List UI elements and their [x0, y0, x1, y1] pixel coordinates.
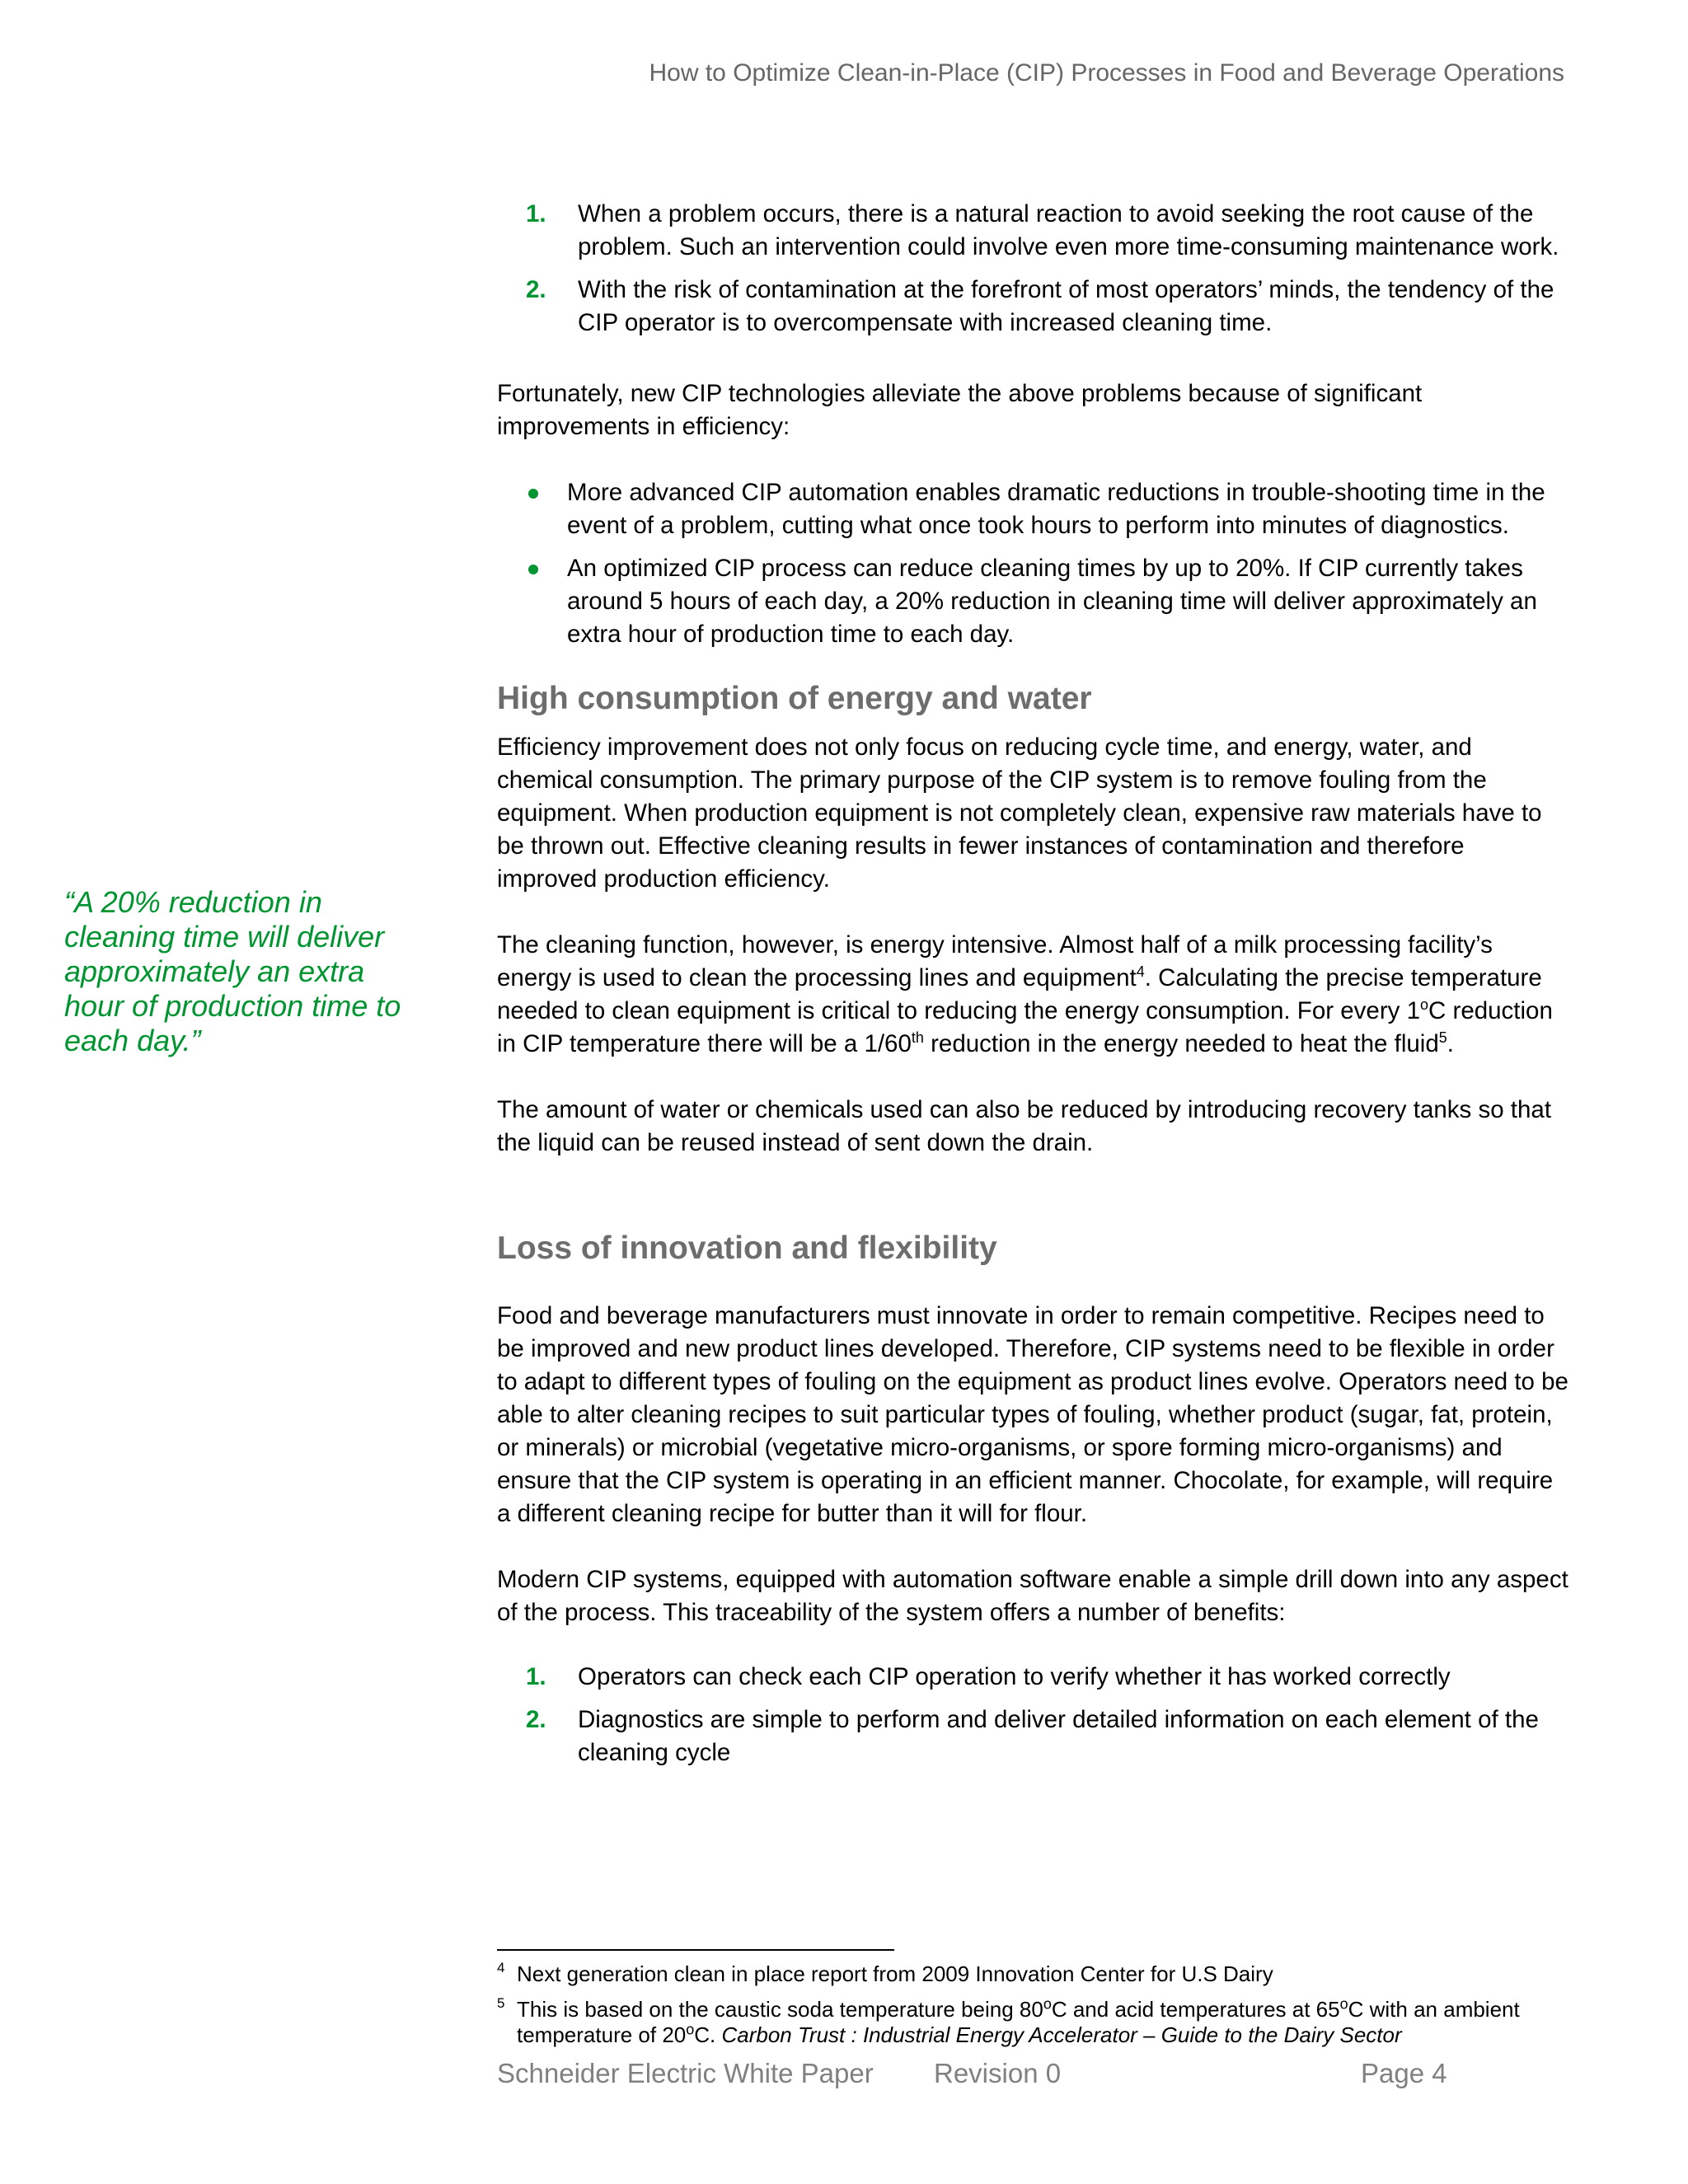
paragraph: The amount of water or chemicals used can also be reduced by introducing recovery tanks so that the liquid can be reused instead of sent down the drain.	[497, 1096, 1552, 1156]
pull-quote: “A 20% reduction in cleaning time will deliver approximately an extra hour of production time to each day.”	[64, 885, 401, 1057]
page-footer	[497, 2058, 1568, 2091]
list-item	[497, 198, 1568, 264]
paragraph: Food and beverage manufacturers must innovate in order to remain competitive. Recipes need to be improved and new product lines developed. Therefore, CIP systems need to be flexible in order to adapt to different types of fouling on the equipment as product lines evolve. Operators need to be able to alter cleaning recipes to suit particular types of fouling, whether product (sugar, fat, protein, or minerals) or microbial (vegetative micro-organisms, or spore forming micro-organisms) and ensure that the CIP system is operating in an efficient manner. Chocolate, for example, will require a different cleaning recipe for butter than it will for flour.	[497, 1302, 1568, 1527]
footnote-text: Next generation clean in place report from 2009 Innovation Center for U.S Dairy	[517, 1961, 1273, 1986]
ordinal-suffix: th	[911, 1029, 924, 1047]
paragraph: Efficiency improvement does not only focus on reducing cycle time, and energy, water, and chemical consumption. The primary purpose of the CIP system is to remove fouling from the equipment. When production equipment is not completely clean, expensive raw materials have to be thrown out. Effective cleaning results in fewer instances of contamination and therefore improved production efficiency.	[497, 733, 1542, 893]
bullet-text: An optimized CIP process can reduce cleaning times by up to 20%. If CIP currently takes around 5 hours of each day, a 20% reduction in cleaning time will deliver approximately an extra hour of production time to each day.	[567, 555, 1537, 648]
footnote-number: 5	[497, 1995, 505, 2011]
footnote-separator	[497, 1949, 894, 1951]
degree-sign: o	[1339, 1995, 1348, 2013]
section-heading-energy: High consumption of energy and water	[497, 681, 1092, 716]
problem-list	[497, 198, 1568, 340]
footnote-4	[497, 1961, 1568, 1987]
degree-sign: o	[686, 2021, 695, 2038]
list-item-text: Operators can check each CIP operation to verify whether it has worked correctly	[578, 1663, 1451, 1690]
footer-publication: Schneider Electric White Paper	[497, 2058, 874, 2088]
bullet-icon	[528, 489, 538, 499]
list-number: 1.	[526, 200, 546, 227]
degree-sign: o	[1420, 996, 1429, 1014]
footnote-source: Carbon Trust : Industrial Energy Accelerator – Guide to the Dairy Sector	[721, 2022, 1402, 2047]
text-run: C and acid temperatures at 65	[1051, 1997, 1340, 2022]
list-item	[497, 1661, 1568, 1694]
paragraph-fortunately: Fortunately, new CIP technologies alleviate the above problems because of significant improvements in efficiency:	[497, 380, 1423, 440]
degree-sign: o	[1043, 1995, 1052, 2013]
section-heading-innovation: Loss of innovation and flexibility	[497, 1230, 997, 1266]
list-item	[497, 1704, 1568, 1769]
text-run: The cleaning function, however, is energy intensive. Almost half of a milk processing facility’s energy is used to clean the processing lines and equipment	[497, 931, 1493, 991]
footnotes	[497, 1961, 1568, 2058]
text-run: C reduction in CIP temperature there will be a 1/60	[497, 997, 1553, 1057]
bullet-item	[497, 552, 1568, 651]
benefit-bullets	[497, 476, 1568, 651]
paragraph: Modern CIP systems, equipped with automation software enable a simple drill down into any aspect of the process. This traceability of the system offers a number of benefits:	[497, 1566, 1568, 1626]
list-number: 2.	[526, 276, 546, 303]
list-item	[497, 274, 1568, 340]
text-run: This is based on the caustic soda temperature being 80	[517, 1997, 1043, 2022]
footnote-number: 4	[497, 1960, 505, 1975]
list-item-text: Diagnostics are simple to perform and deliver detailed information on each element of the cleaning cycle	[578, 1706, 1539, 1766]
bullet-icon	[528, 565, 538, 574]
text-run: C with an ambient temperature of 20	[517, 1997, 1520, 2047]
footnote-ref: 4	[1136, 963, 1145, 981]
text-run: C.	[694, 2022, 722, 2047]
footnote-ref: 5	[1438, 1029, 1447, 1047]
benefit-list	[497, 1661, 1568, 1769]
text-run: .	[1447, 1030, 1454, 1057]
text-run: reduction in the energy needed to heat the fluid	[923, 1030, 1439, 1057]
paragraph-energy	[497, 929, 1568, 1061]
list-item-text: With the risk of contamination at the forefront of most operators’ minds, the tendency of the CIP operator is to overcompensate with increased cleaning time.	[578, 276, 1554, 336]
text-run: . Calculating the precise temperature needed to clean equipment is critical to reducing the energy consumption. For every 1	[497, 964, 1542, 1024]
bullet-text: More advanced CIP automation enables dramatic reductions in trouble-shooting time in the event of a problem, cutting what once took hours to perform into minutes of diagnostics.	[567, 479, 1545, 539]
list-number: 1.	[526, 1663, 546, 1690]
footnote-5	[497, 1997, 1568, 2048]
list-number: 2.	[526, 1706, 546, 1733]
list-item-text: When a problem occurs, there is a natural reaction to avoid seeking the root cause of the problem. Such an intervention could involve even more time-consuming maintenance work.	[578, 200, 1559, 260]
running-header: How to Optimize Clean-in-Place (CIP) Processes in Food and Beverage Operations	[649, 59, 1564, 87]
footer-revision: Revision 0	[934, 2058, 1062, 2088]
main-content	[497, 198, 1568, 1779]
footer-page-number: Page 4	[1361, 2058, 1447, 2088]
bullet-item	[497, 476, 1568, 542]
